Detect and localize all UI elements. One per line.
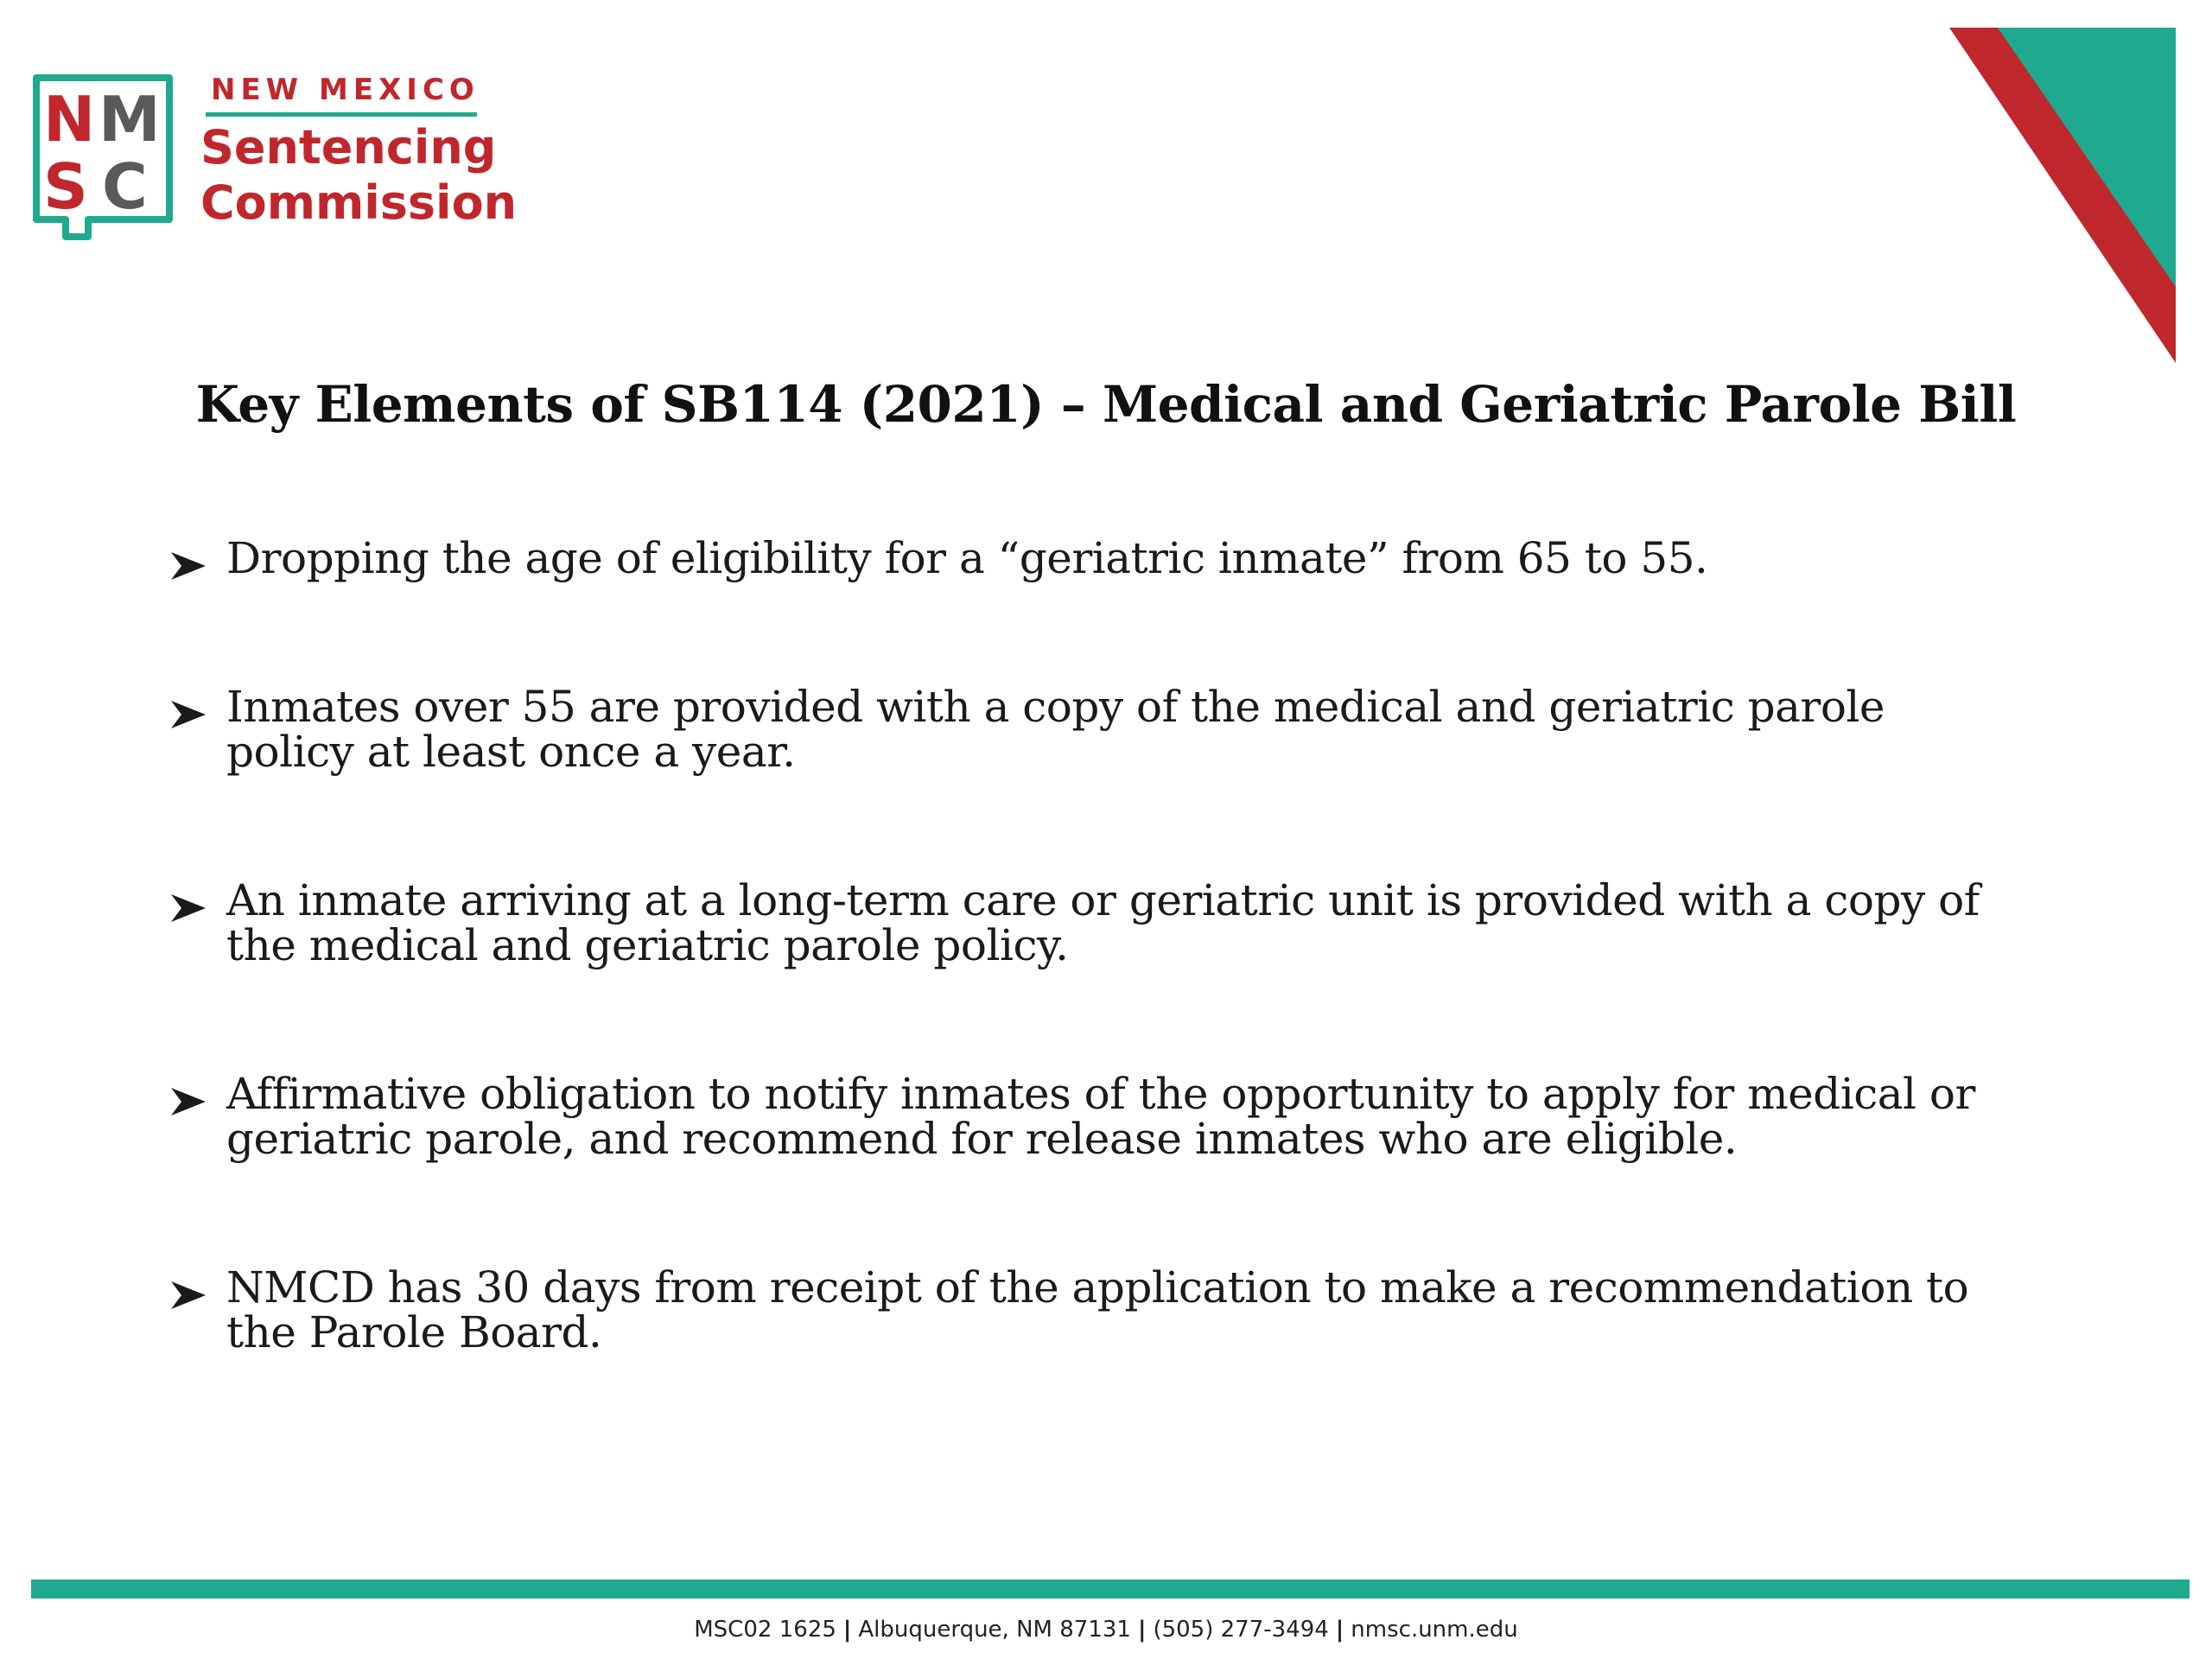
footer-contact [0, 1614, 2212, 1645]
bullet-item [169, 533, 2018, 583]
bullet-text: An inmate arriving at a long-term care or geriatric unit is provided with a copy of the medical and geriatric parole policy. [226, 875, 1980, 970]
bullet-item [169, 682, 2018, 777]
arrowhead-bullet-icon [169, 1274, 207, 1305]
bullet-item [169, 875, 2018, 970]
bullet-text: Dropping the age of eligibility for a “geriatric inmate” from 65 to 55. [226, 533, 1708, 583]
arrowhead-bullet-icon [169, 544, 207, 575]
logo-state-name: NEW MEXICO [211, 73, 480, 107]
logo-wordmark [185, 73, 518, 231]
footer-phone: (505) 277-3494 [1153, 1617, 1329, 1643]
corner-decoration [1949, 28, 2176, 363]
bullet-list [169, 533, 2018, 1357]
footer-separator: | [842, 1617, 852, 1643]
arrowhead-bullet-icon [169, 887, 207, 918]
logo-letter-m: M [99, 83, 161, 156]
logo-letter-s: S [43, 150, 88, 223]
footer-website[interactable]: nmsc.unm.edu [1351, 1617, 1518, 1643]
footer-separator: | [1137, 1617, 1147, 1643]
footer-separator: | [1335, 1617, 1344, 1643]
logo-name-line1: Sentencing [200, 120, 497, 175]
footer-divider [31, 1580, 2190, 1599]
bullet-item [169, 1262, 2018, 1357]
logo-letter-c: C [102, 150, 148, 223]
logo-letter-n: N [43, 83, 96, 156]
bullet-text: Affirmative obligation to notify inmates of the opportunity to apply for medical or geriatric parole, and recommend for release inmates who are eligible. [226, 1069, 1975, 1164]
nmsc-logo [31, 73, 518, 245]
arrowhead-bullet-icon [169, 693, 207, 724]
bullet-text: NMCD has 30 days from receipt of the application to make a recommendation to the Parole Board. [226, 1262, 1969, 1357]
footer-address-line2: Albuquerque, NM 87131 [858, 1617, 1131, 1643]
logo-divider [206, 112, 477, 117]
logo-name-line2: Commission [200, 175, 518, 230]
bullet-text: Inmates over 55 are provided with a copy of the medical and geriatric parole policy at least once a year. [226, 682, 1885, 777]
new-mexico-outline-icon [31, 73, 175, 242]
footer-address-line1: MSC02 1625 [694, 1617, 836, 1643]
slide-title: Key Elements of SB114 (2021) – Medical and Geriatric Parole Bill [195, 375, 2017, 434]
arrowhead-bullet-icon [169, 1080, 207, 1111]
bullet-item [169, 1069, 2018, 1164]
